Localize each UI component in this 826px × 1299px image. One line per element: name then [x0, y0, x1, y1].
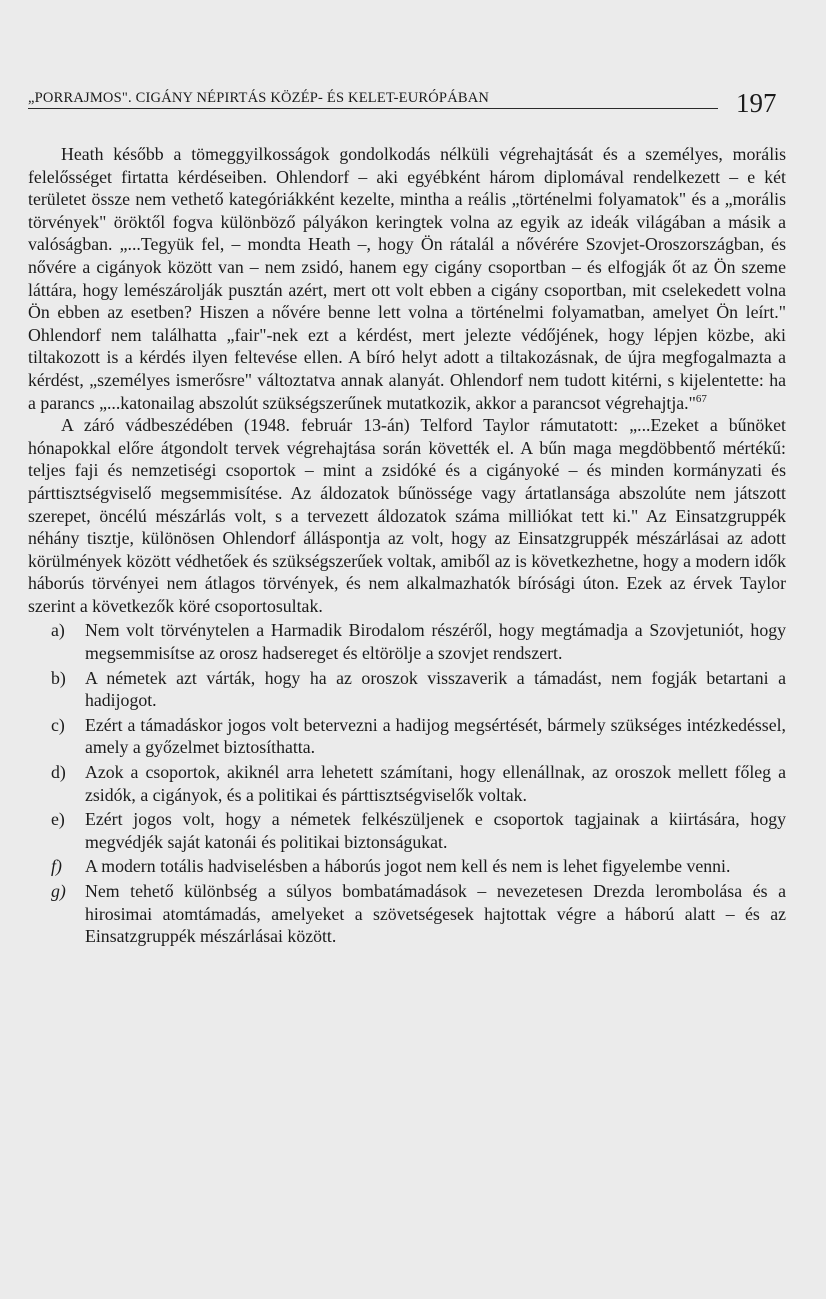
list-item-text: Nem tehető különbség a súlyos bombatámadások – nevezetesen Drezda lerombolása és a hirosimai atomtámadás, amelyeket a szövetségesek hajtottak végre a háború alatt – és az Einsatzgruppék mészárlásai között.: [85, 881, 786, 947]
list-item-text: Ezért jogos volt, hogy a németek felkészüljenek e csoportok tagjainak a kiirtására, hogy megvédjék saját katonái és politikai biztonságukat.: [85, 809, 786, 852]
list-item-text: A németek azt várták, hogy ha az oroszok visszaverik a támadást, nem fogják betartani a hadijogot.: [85, 667, 786, 711]
list-item-text: Nem volt törvénytelen a Harmadik Birodalom részéről, hogy megtámadja a Szovjetuniót, hogy megsemmisítse az orosz hadsereget és eltörölje a szovjet rendszert.: [85, 620, 786, 664]
list-item: [28, 855, 786, 878]
list-item-text: A modern totális hadviselésben a háborús jogot nem kell és nem is lehet figyelembe venni.: [85, 856, 731, 877]
list-item-text: Ezért a támadáskor jogos volt betervezni a hadijog megsértését, bármely szükséges intézkedéssel, amely a győzelmet biztosíthatta.: [85, 714, 786, 758]
list-marker: f): [51, 856, 62, 877]
list-item: [28, 714, 786, 759]
argument-list: [28, 619, 786, 947]
list-item: [28, 619, 786, 664]
list-marker: b): [51, 667, 66, 688]
paragraph-text: Heath később a tömeggyilkosságok gondolkodás nélküli végrehajtását és a személyes, morális felelősséget firtatta kérdéseiben. Ohlendorf – aki egyébként három diplomával rendelkezett – e két területet össze nem vethető kategóriákként kezelte, mintha a reális „történelmi folyamatok" és a „morális törvények" öröktől fogva különböző pályákon keringtek volna az egyik az ideák világában a másik a valóságban. „...Tegyük fel, – mondta Heath –, hogy Ön rátalál a nővérére Szovjet-Oroszországban, és nővére a cigányok között van – nem zsidó, hanem egy cigány csoportban – és elfogják őt az Ön szeme láttára, hogy lemészárolják pusztán azért, mert ott volt ebben a cigány csoportban, mit cselekedett volna Ön ebben az esetben? Hiszen a nővére benne lett volna a történelmi folyamatban, amelyet Ön leírt." Ohlendorf nem találhatta „fair"-nek ezt a kérdést, mert jelezte védőjének, hogy lépjen közbe, aki tiltakozott is a kérdés ilyen feltevése ellen. A bíró helyt adott a tiltakozásnak, de újra megfogalmazta a kérdést, „személyes ismerősre" változtatva annak alanyát. Ohlendorf nem tudott kitérni, s kijelentette: ha a parancs „...katonailag abszolút szükségszerűnek mutatkozik, akkor a parancsot végrehajtja.": [28, 144, 786, 413]
running-head-title: „PORRAJMOS". CIGÁNY NÉPIRTÁS KÖZÉP- ÉS KELET-EURÓPÁBAN: [28, 88, 718, 109]
list-marker: d): [51, 762, 66, 783]
list-item: [28, 880, 786, 948]
body-text: [28, 143, 786, 948]
list-item: [28, 761, 786, 806]
footnote-reference: 67: [695, 392, 707, 405]
list-marker: e): [51, 809, 65, 830]
paragraph: [28, 414, 786, 617]
list-marker: c): [51, 714, 65, 735]
list-marker: g): [51, 881, 66, 901]
page-number: 197: [736, 88, 777, 118]
list-item-text: Azok a csoportok, akiknél arra lehetett számítani, hogy ellenállnak, az oroszok mellett főleg a zsidók, a cigányok, és a politikai és párttisztségviselők voltak.: [85, 762, 786, 805]
paragraph: [28, 143, 786, 414]
list-marker: a): [51, 620, 65, 641]
paragraph-text: A záró vádbeszédében (1948. február 13-án) Telford Taylor rámutatott: „...Ezeket a bűnöket hónapokkal előre átgondolt tervek végrehajtása során követték el. A bűn maga megdöbbentő mértékű: teljes faji és nemzetiségi csoportok – mint a zsidóké és a cigányoké – és minden kormányzati és párttisztségviselő megsemmisítése. Az áldozatok bűnössége vagy ártatlansága abszolúte nem játszott szerepet, öncélú mészárlás volt, s a tervezett áldozatok száma milliókat tett ki." Az Einsatzgruppék néhány tisztje, különösen Ohlendorf álláspontja az volt, hogy az Einsatzgruppék mészárlásai az adott körülmények között védhetőek és szükségszerűek voltak, amiből az is következhetne, hogy a modern idők háborús törvényei nem átlagos törvények, és nem alkalmazhatók bírósági úton. Ezek az érvek Taylor szerint a következők köré csoportosultak.: [28, 415, 786, 616]
list-item: [28, 667, 786, 712]
list-item: [28, 808, 786, 853]
